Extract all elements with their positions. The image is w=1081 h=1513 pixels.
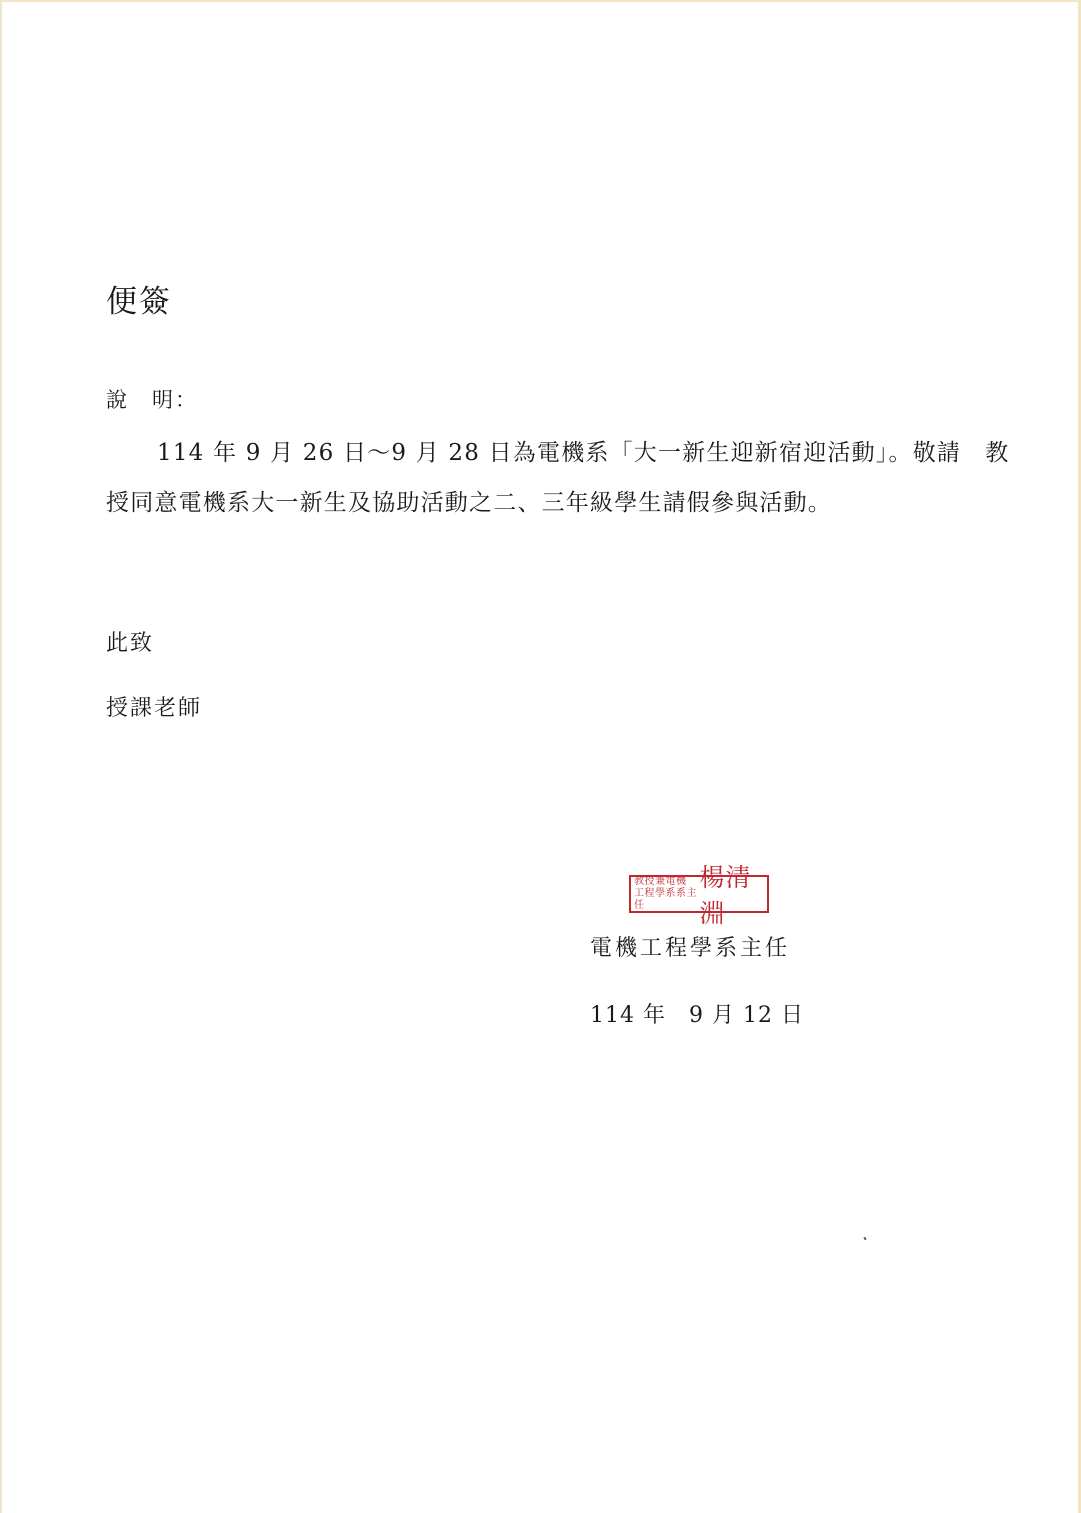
seal-title-top: 教授兼電機 (634, 876, 687, 887)
seal-name: 楊清淵 (699, 863, 752, 928)
signer-title: 電機工程學系主任 (590, 936, 791, 961)
body-line-2: 授同意電機系大一新生及協助活動之二、三年級學生請假參與活動。 (106, 490, 832, 516)
memo-date: 114 年 9 月 12 日 (590, 1003, 804, 1028)
section-label: 說 明： (106, 388, 198, 412)
paper-speck (863, 1237, 866, 1241)
recipient: 授課老師 (106, 696, 203, 721)
closing-salutation: 此致 (106, 631, 155, 656)
seal-title-text (631, 876, 698, 912)
memo-title: 便簽 (106, 284, 172, 320)
official-seal-stamp (629, 863, 769, 928)
body-line-1: 114 年 9 月 26 日～9 月 28 日為電機系「大一新生迎新宿迎活動」。敬請 教 (157, 440, 1010, 466)
seal-title-bottom: 工程學系系主任 (634, 888, 697, 911)
